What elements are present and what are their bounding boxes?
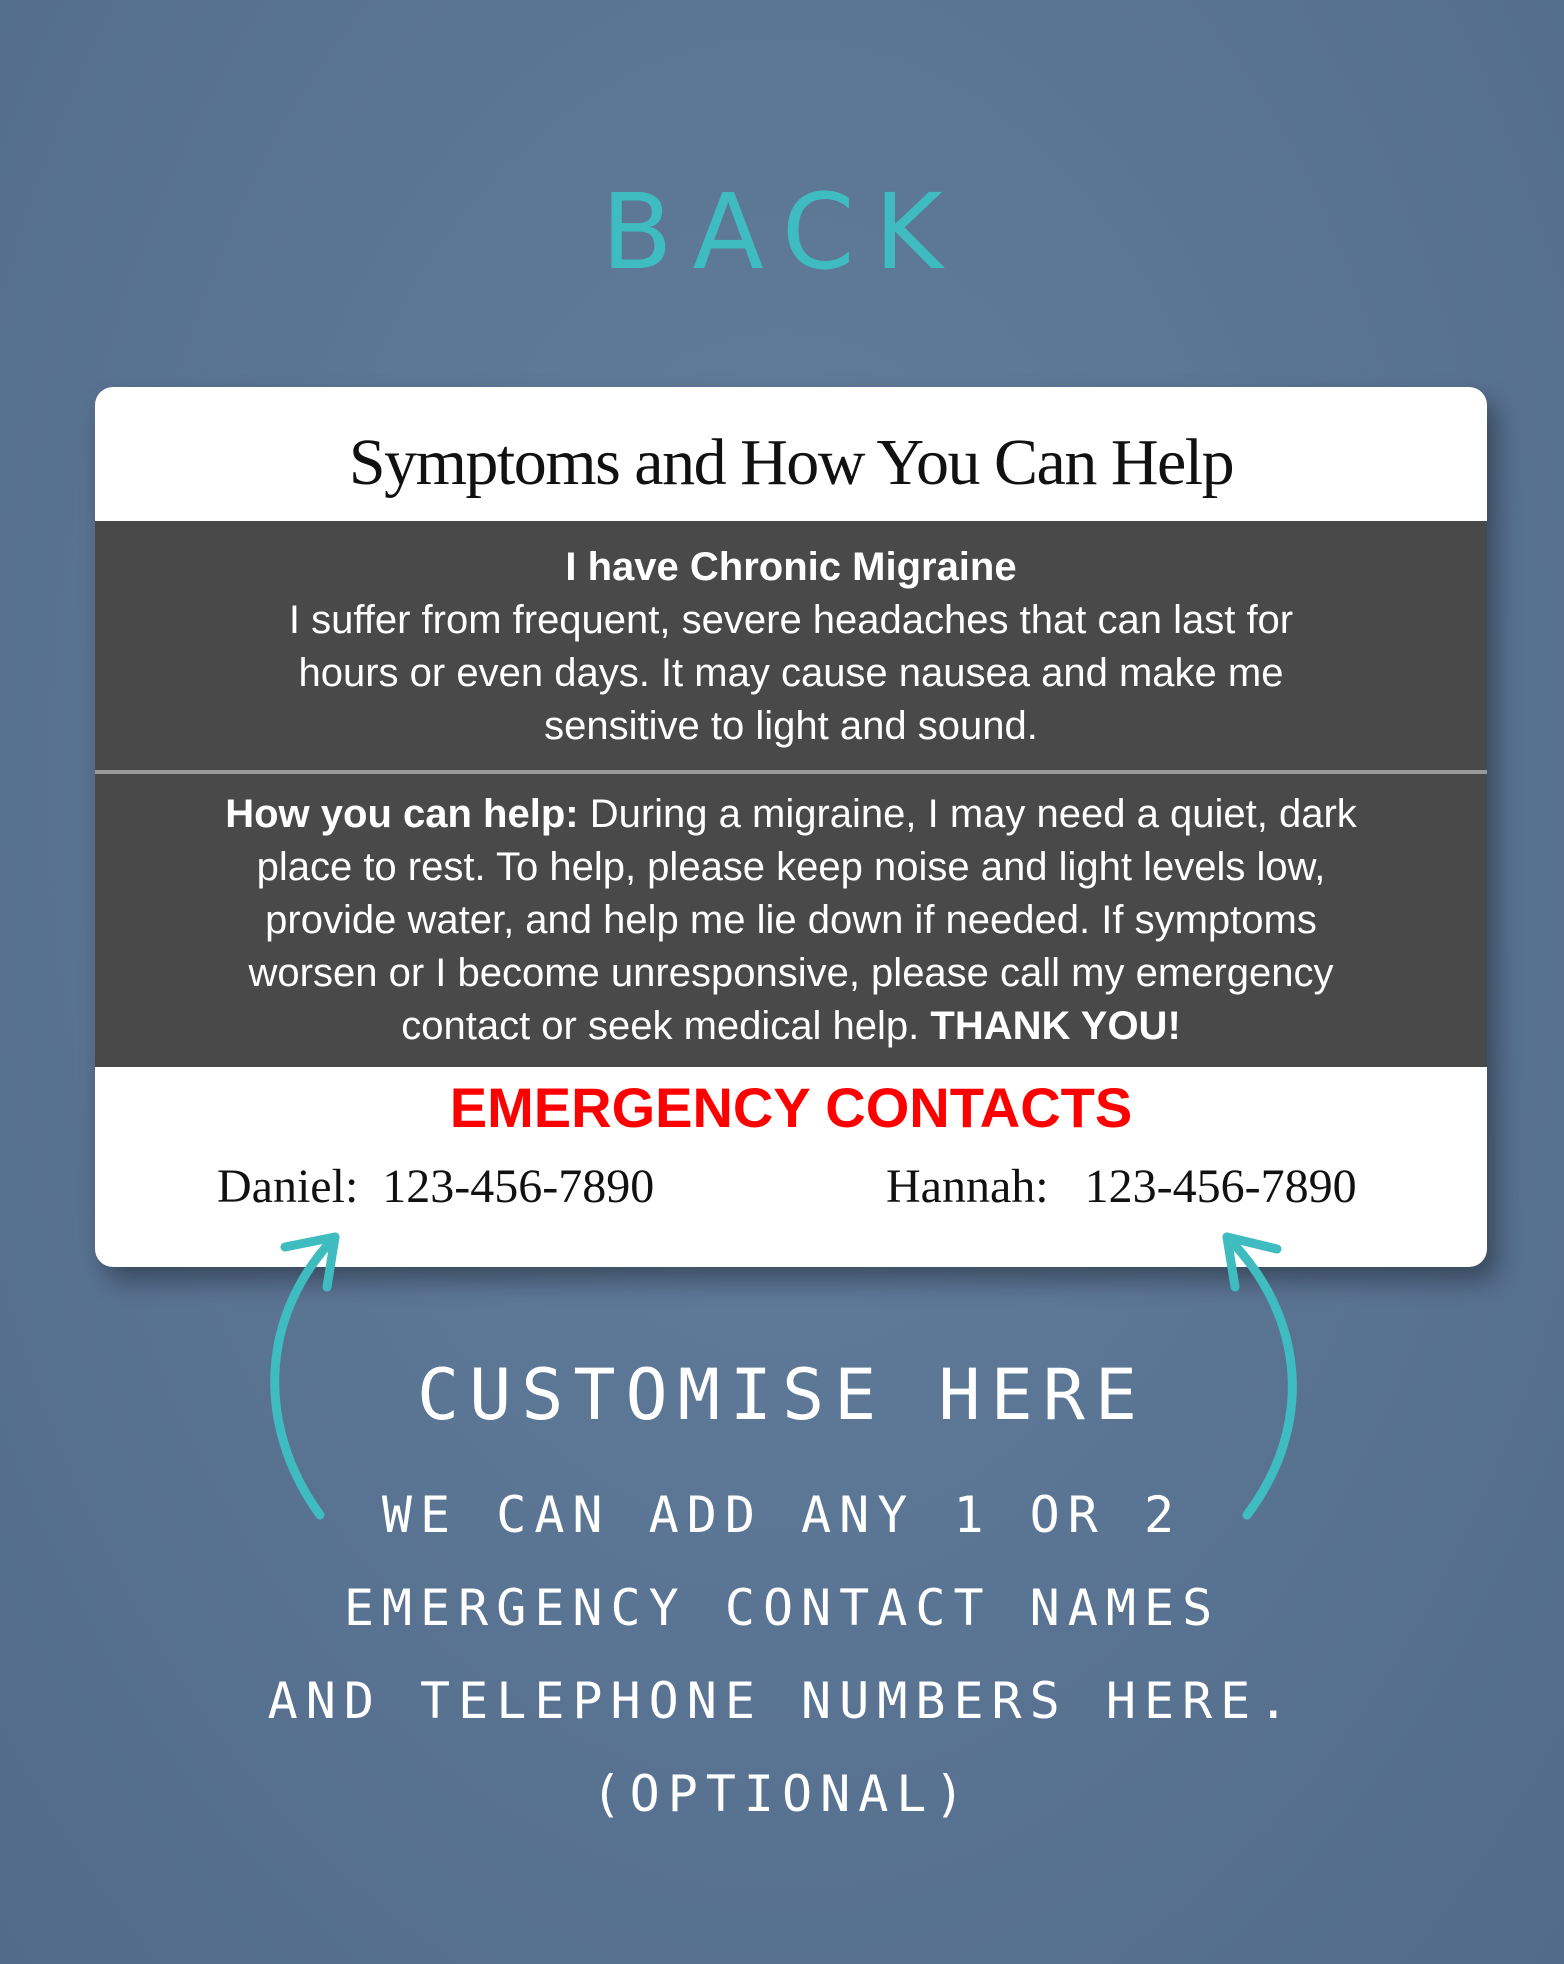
customise-description <box>0 1469 1564 1841</box>
customise-line: (OPTIONAL) <box>591 1765 973 1823</box>
condition-line: sensitive to light and sound. <box>544 704 1038 748</box>
help-line: provide water, and help me lie down if needed. If symptoms <box>265 898 1317 942</box>
condition-panel <box>95 521 1487 770</box>
help-text: contact or seek medical help. <box>401 1004 931 1048</box>
condition-line: I suffer from frequent, severe headaches that can last for <box>288 598 1294 642</box>
customise-line: EMERGENCY CONTACT NAMES <box>343 1579 1221 1637</box>
customise-line: AND TELEPHONE NUMBERS HERE. <box>267 1672 1297 1730</box>
help-label: How you can help: <box>225 792 579 836</box>
contact-name: Hannah: <box>886 1160 1049 1213</box>
condition-heading: I have Chronic Migraine <box>565 545 1017 589</box>
customise-line: WE CAN ADD ANY 1 OR 2 <box>381 1486 1183 1544</box>
medical-card <box>95 387 1487 1267</box>
contact-phone: 123-456-7890 <box>382 1160 655 1213</box>
emergency-contacts-title: EMERGENCY CONTACTS <box>449 1076 1133 1139</box>
help-panel <box>95 774 1487 1067</box>
emergency-contact-1 <box>217 1157 654 1217</box>
help-text: During a migraine, I may need a quiet, dark <box>578 792 1357 836</box>
help-line: place to rest. To help, please keep noise and light levels low, <box>256 845 1326 889</box>
thank-you-text: THANK YOU! <box>930 1004 1181 1048</box>
condition-line: hours or even days. It may cause nausea and make me <box>298 651 1284 695</box>
help-line <box>135 788 1447 841</box>
help-line: worsen or I become unresponsive, please call my emergency <box>248 951 1334 995</box>
emergency-contact-2 <box>886 1157 1357 1217</box>
contact-phone: 123-456-7890 <box>1084 1160 1357 1213</box>
back-heading: BACK <box>601 171 963 293</box>
contact-name: Daniel: <box>217 1160 359 1213</box>
card-title: Symptoms and How You Can Help <box>348 426 1234 499</box>
customise-title: CUSTOMISE HERE <box>416 1354 1147 1436</box>
help-line <box>135 1000 1447 1053</box>
